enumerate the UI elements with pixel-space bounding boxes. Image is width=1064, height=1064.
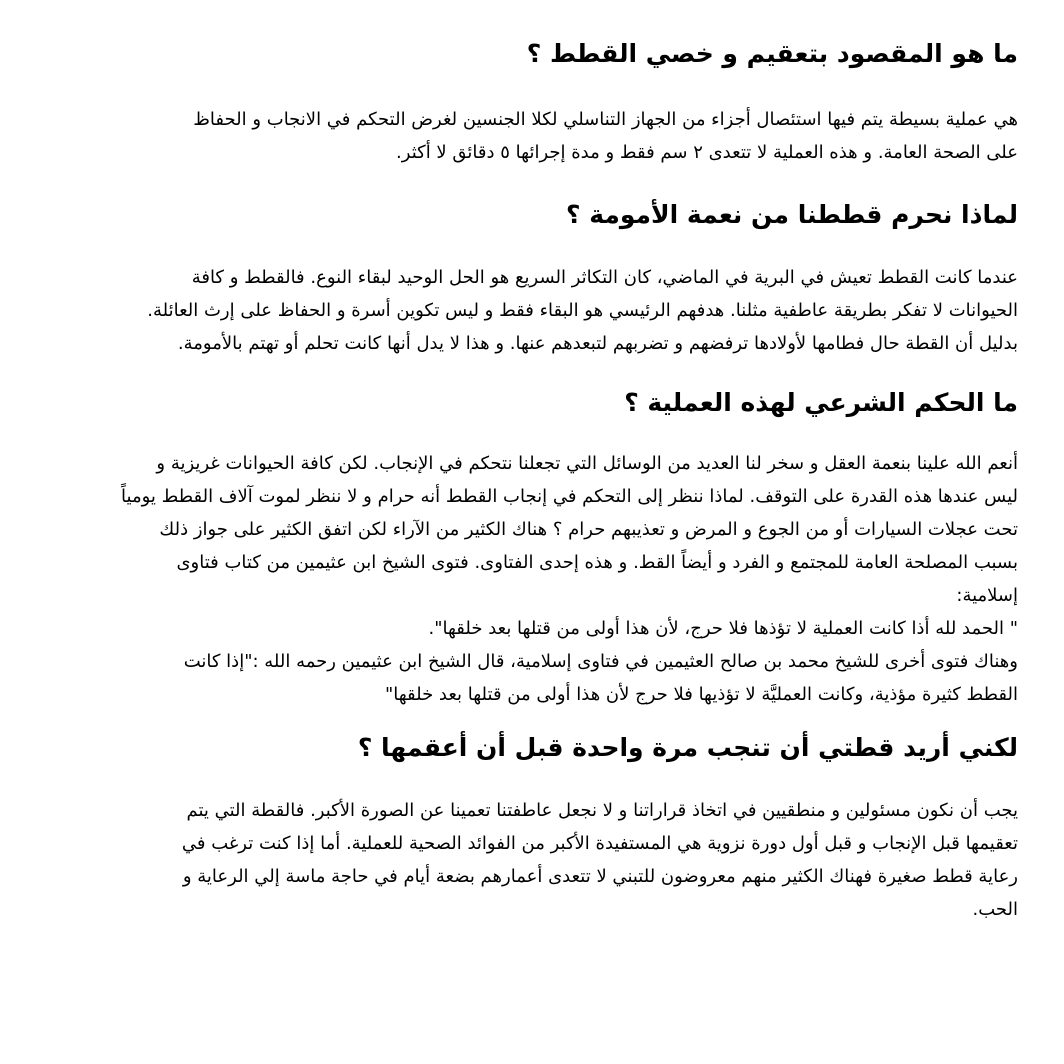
- paragraph-line: يجب أن نكون مسئولين و منطقيين في اتخاذ قراراتنا و لا نجعل عاطفتنا تعمينا عن الصورة الأكبر. فالقطة التي يتم: [186, 800, 1018, 821]
- section-paragraph-motherhood: [46, 261, 1018, 360]
- section-heading-breed-once: لكني أريد قطتي أن تنجب مرة واحدة قبل أن أعقمها ؟: [357, 733, 1018, 762]
- article: [46, 34, 1018, 1024]
- paragraph-line: الحب.: [972, 899, 1018, 920]
- paragraph-line: ليس عندها هذه القدرة على التوقف. لماذا ننظر إلى التحكم في إنجاب القطط أنه حرام و لا ننظر لموت آلاف القطط يومياً: [121, 486, 1018, 507]
- section-paragraph-religious-ruling: [46, 447, 1018, 711]
- paragraph-line: تحت عجلات السيارات أو من الجوع و المرض و تعذيبهم حرام ؟ هناك الكثير من الآراء لكن اتفق الكثير على جواز ذلك: [159, 519, 1018, 540]
- section-heading-religious-ruling: ما الحكم الشرعي لهذه العملية ؟: [624, 388, 1018, 417]
- paragraph-line: بسبب المصلحة العامة للمجتمع و الفرد و أيضاً القط. و هذه إحدى الفتاوى. فتوى الشيخ ابن عثيمين من كتاب فتاوى: [176, 552, 1018, 573]
- section-heading-motherhood: لماذا نحرم قططنا من نعمة الأمومة ؟: [566, 200, 1018, 229]
- paragraph-line: تعقيمها قبل الإنجاب و قبل أول دورة نزوية هي المستفيدة الأكبر من الفوائد الصحية للعملية. أما إذا كنت ترغب في: [181, 833, 1018, 854]
- paragraph-line: بدليل أن القطة حال فطامها لأولادها ترفضهم و تضربهم لتبعدهم عنها. و هذا لا يدل أنها كانت تحلم أو تهتم بالأمومة.: [177, 333, 1018, 354]
- paragraph-line: عندما كانت القطط تعيش في البرية في الماضي، كان التكاثر السريع هو الحل الوحيد لبقاء النوع. فالقطط و كافة: [191, 267, 1018, 288]
- paragraph-line: رعاية قطط صغيرة فهناك الكثير منهم معروضون للتبني لا تتعدى أعمارهم بضعة أيام في حاجة ماسة إلي الرعاية و: [182, 866, 1018, 887]
- paragraph-line: هي عملية بسيطة يتم فيها استئصال أجزاء من الجهاز التناسلي لكلا الجنسين لغرض التحكم في الانجاب و الحفاظ: [193, 109, 1018, 130]
- paragraph-line: أنعم الله علينا بنعمة العقل و سخر لنا العديد من الوسائل التي تجعلنا نتحكم في الإنجاب. لكن كافة الحيوانات غريزية و: [156, 453, 1018, 474]
- section-paragraph-neutering-meaning: [46, 103, 1018, 169]
- section-paragraph-breed-once: [46, 794, 1018, 926]
- fatwa-quote-line: " الحمد لله أذا كانت العملية لا تؤذها فلا حرج، لأن هذا أولى من قتلها بعد خلقها".: [428, 618, 1018, 639]
- paragraph-line: على الصحة العامة. و هذه العملية لا تتعدى ٢ سم فقط و مدة إجرائها ٥ دقائق لا أكثر.: [396, 142, 1018, 163]
- paragraph-line: إسلامية:: [956, 585, 1018, 606]
- section-heading-neutering-meaning: ما هو المقصود بتعقيم و خصي القطط ؟: [526, 39, 1018, 68]
- paragraph-line: الحيوانات لا تفكر بطريقة عاطفية مثلنا. هدفهم الرئيسي هو البقاء فقط و ليس تكوين أسرة و الحفاظ على إرث العائلة.: [147, 300, 1018, 321]
- paragraph-line: وهناك فتوى أخرى للشيخ محمد بن صالح العثيمين في فتاوى إسلامية، قال الشيخ ابن عثيمين رحمه الله :"إذا كانت: [183, 651, 1018, 672]
- fatwa-quote-line: القطط كثيرة مؤذية، وكانت العمليَّة لا تؤذيها فلا حرج لأن هذا أولى من قتلها بعد خلقها": [384, 684, 1018, 705]
